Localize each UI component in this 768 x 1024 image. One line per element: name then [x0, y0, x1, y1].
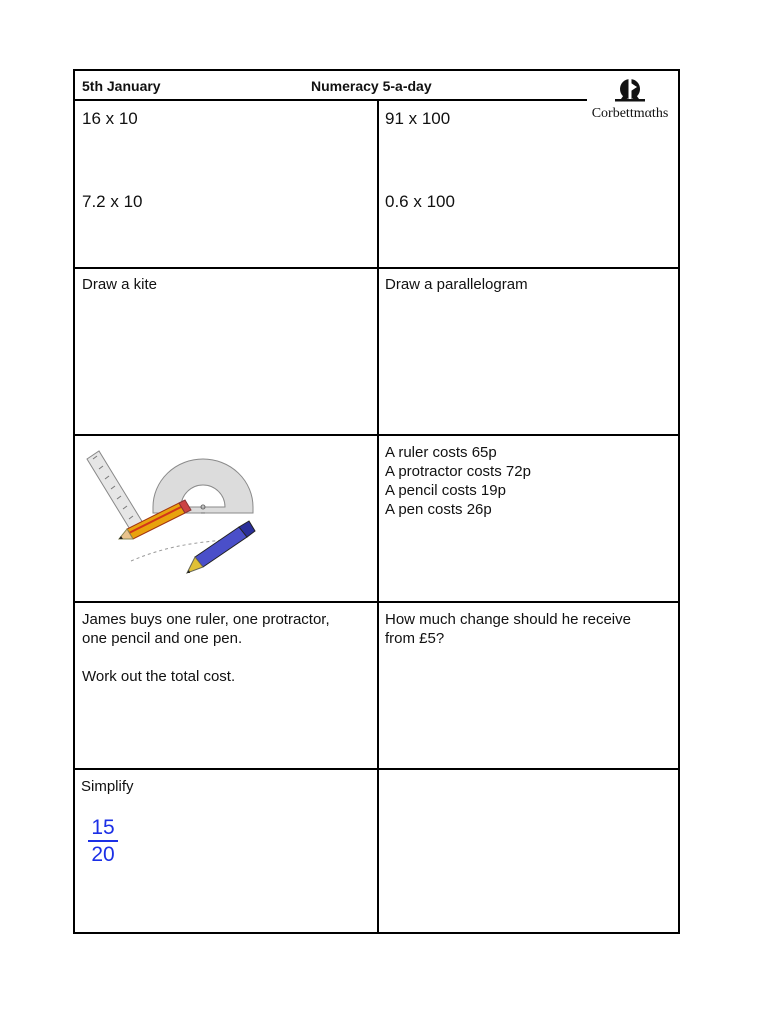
- price-list: [385, 443, 531, 519]
- question-2a: 91 x 100: [385, 109, 451, 128]
- fraction-denominator: 20: [91, 843, 115, 866]
- fraction: [88, 816, 118, 866]
- stationery-illustration: [83, 445, 263, 586]
- question-5-line-3: Work out the total cost.: [82, 668, 236, 685]
- price-pen: A pen costs 26p: [385, 501, 492, 518]
- protractor-icon: [153, 459, 253, 513]
- question-3: Draw a kite: [82, 276, 158, 293]
- price-ruler: A ruler costs 65p: [385, 444, 497, 461]
- row-divider: [75, 601, 678, 603]
- question-7: Simplify: [81, 778, 134, 795]
- column-divider: [377, 101, 379, 934]
- ruler-icon: [87, 451, 143, 531]
- row-divider: [75, 267, 678, 269]
- logo-wordmark: Corbettmαths: [591, 106, 669, 121]
- question-4: Draw a parallelogram: [385, 276, 528, 293]
- question-5-line-2: one pencil and one pen.: [82, 630, 243, 647]
- question-5-line-1: James buys one ruler, one protractor,: [82, 611, 330, 628]
- header-bar: [75, 71, 587, 101]
- question-5: [82, 610, 330, 686]
- fraction-numerator: 15: [91, 816, 115, 839]
- price-protractor: A protractor costs 72p: [385, 463, 531, 480]
- question-6-line-2: from £5?: [385, 630, 445, 647]
- date-label: 5th January: [82, 78, 161, 94]
- question-1b: 7.2 x 10: [82, 192, 143, 211]
- question-6-line-1: How much change should he receive: [385, 611, 631, 628]
- question-2b: 0.6 x 100: [385, 192, 455, 211]
- pen-icon: [187, 521, 255, 573]
- price-pencil: A pencil costs 19p: [385, 482, 506, 499]
- worksheet-title: Numeracy 5-a-day: [311, 78, 432, 94]
- question-6: [385, 610, 631, 648]
- fraction-bar: [88, 840, 118, 842]
- corbettmaths-logo: [584, 77, 676, 127]
- row-divider: [75, 768, 678, 770]
- row-divider: [75, 434, 678, 436]
- corbettmaths-logo-mark: [613, 77, 647, 105]
- question-1a: 16 x 10: [82, 109, 138, 128]
- worksheet: [73, 69, 680, 934]
